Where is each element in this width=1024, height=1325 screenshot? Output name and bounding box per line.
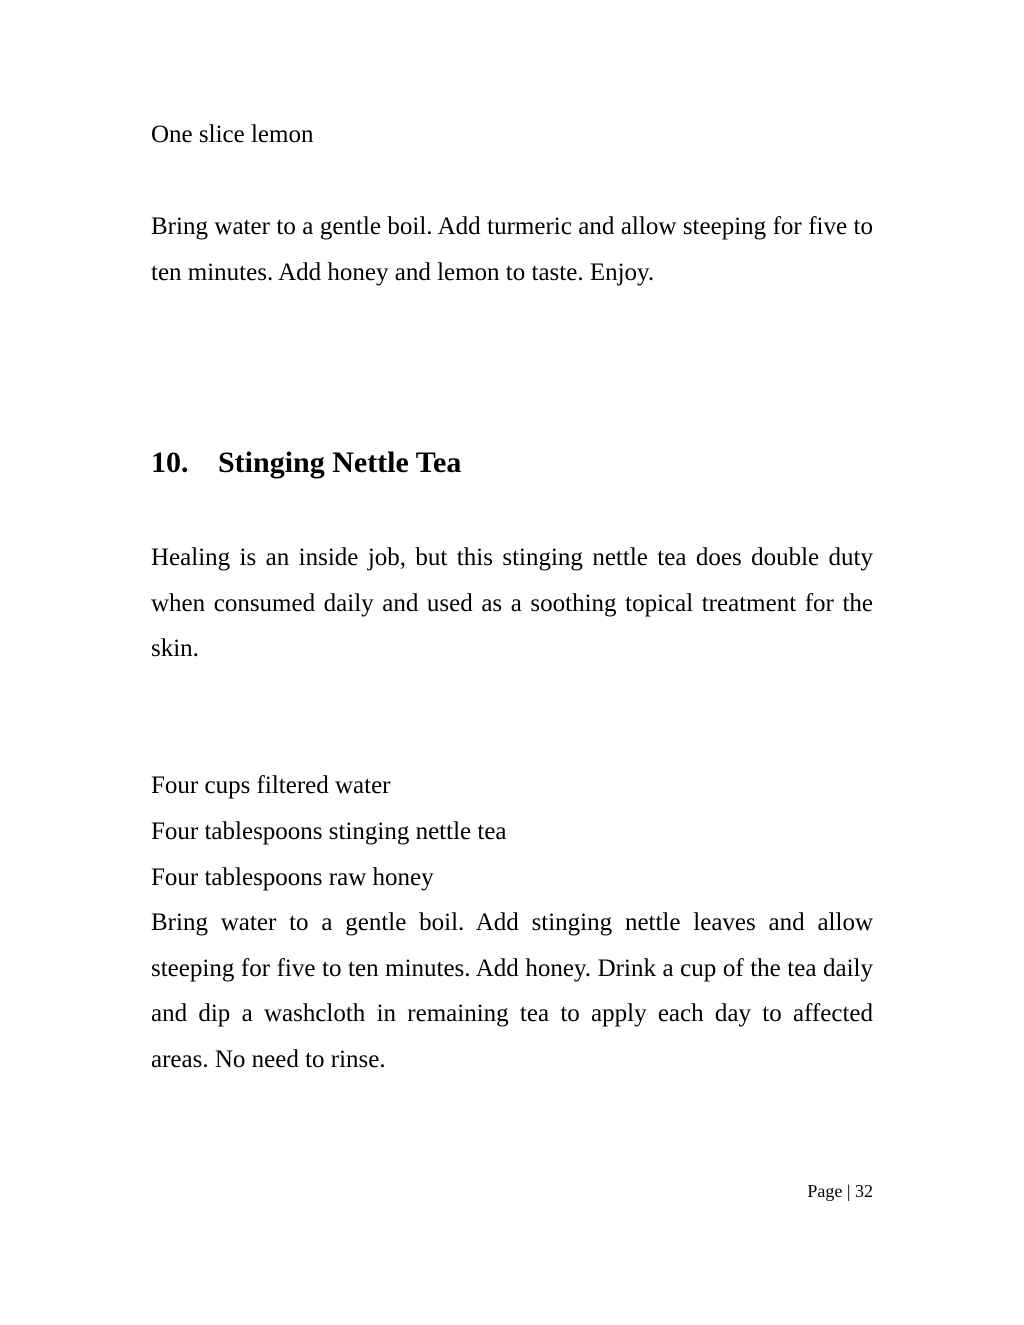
ingredient-line: Four tablespoons stinging nettle tea [151, 818, 507, 845]
page-number: Page | 32 [807, 1181, 873, 1201]
ingredient-line: One slice lemon [151, 121, 314, 148]
section-number: 10. [151, 446, 189, 479]
instructions-paragraph: Bring water to a gentle boil. Add turmeric and allow steeping for five to ten minutes. Add honey and lemon to taste. Enjoy. [151, 213, 873, 286]
section-title: Stinging Nettle Tea [218, 446, 462, 479]
ingredient-line: Four tablespoons raw honey [151, 864, 434, 891]
intro-paragraph: Healing is an inside job, but this stinging nettle tea does double duty when consumed daily and used as a soothing topical treatment for the skin. [151, 544, 873, 663]
ingredient-line: Four cups filtered water [151, 772, 391, 799]
instructions-paragraph: Bring water to a gentle boil. Add stinging nettle leaves and allow steeping for five to ten minutes. Add honey. Drink a cup of the tea daily and dip a washcloth in remaining tea to apply each day to affected areas. No need to rinse. [151, 909, 873, 1074]
section-heading [151, 441, 461, 485]
